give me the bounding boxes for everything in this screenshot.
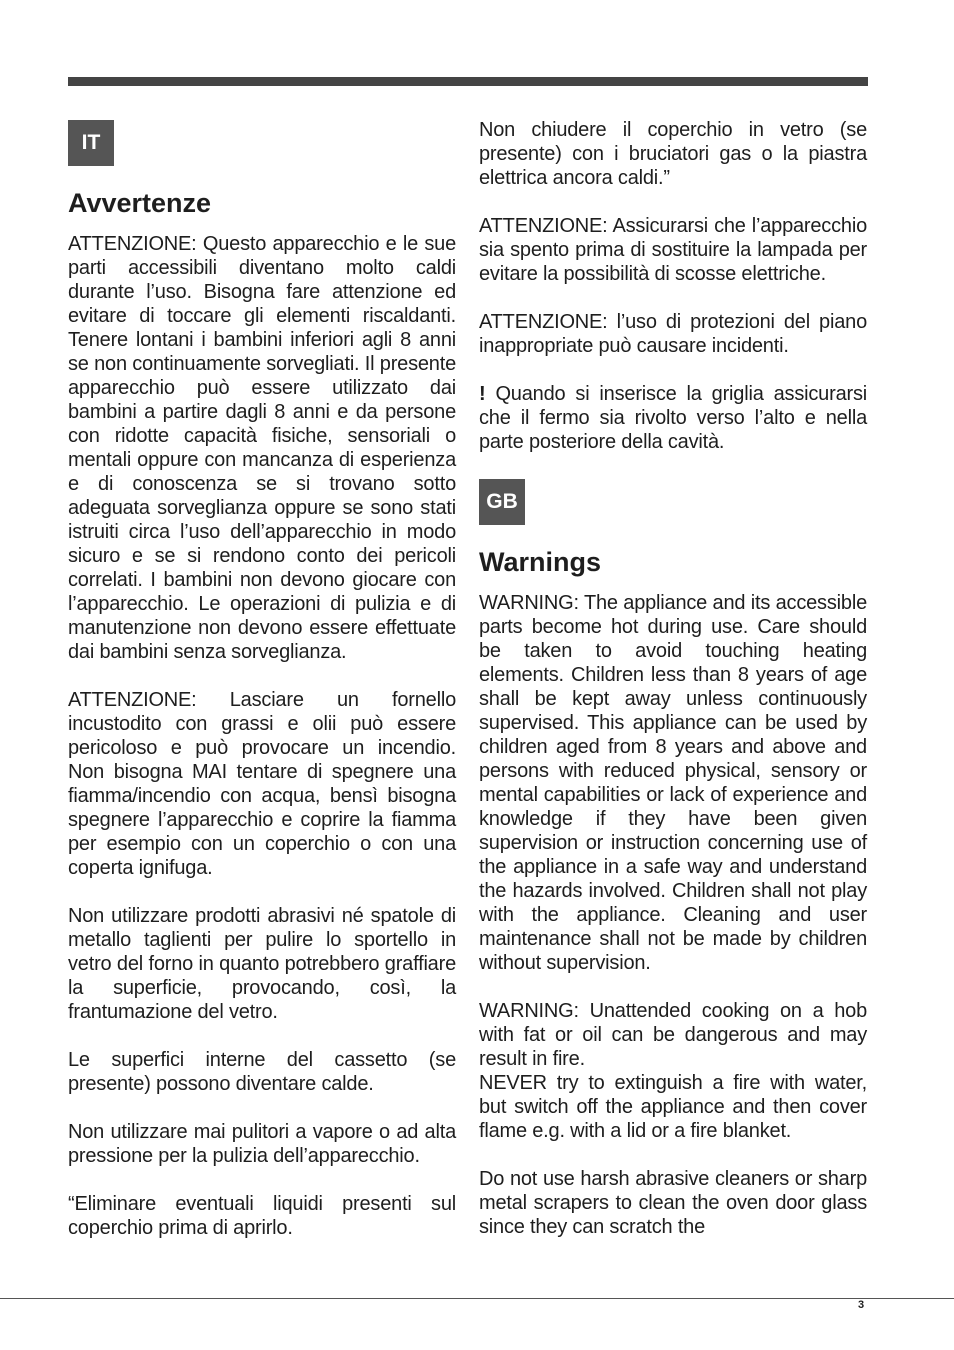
it-warning-hot-parts: ATTENZIONE: Questo apparecchio e le sue parti accessibili diventano molto caldi durante l’uso. Bisogna fare attenzione ed evitare di toccare gli elementi riscaldanti. Tenere lontani i bambini inferiori agli 8 anni se non continuamente sorvegliati. Il presente apparecchio può essere utilizzato dai bambini a partire dagli 8 anni e da persone con ridotte capacità fisiche, sensoriali o mentali oppure con mancanza di esperienza e di conoscenza se si trovano sotto adeguata sorveglianza oppure se sono stati istruiti circa l’uso dell’apparecchio in modo sicuro e se si rendono conto dei pericoli correlati. I bambini non devono giocare con l’apparecchio. Le operazioni di pulizia e di manutenzione non devono essere effettuate dai bambini senza sorveglianza. <box>68 233 456 663</box>
it-warning-abrasives: Non utilizzare prodotti abrasivi né spatole di metallo taglienti per pulire lo sportello in vetro del forno in quanto potrebbero graffiare la superficie, provocando, così, la frantumazione del vetro. <box>68 905 456 1023</box>
section-heading-gb: Warnings <box>479 547 602 577</box>
language-badge-it: IT <box>68 120 114 166</box>
bottom-rule <box>0 1298 954 1299</box>
gb-warning-hot-parts: WARNING: The appliance and its accessible parts become hot during use. Care should be taken to avoid touching heating elements. Children less than 8 years of age shall be kept away unless continuously supervised. This appliance can be used by children aged from 8 years and above and persons with reduced physical, sensory or mental capabilities or lack of experience and knowledge if they have been given supervision or instruction concerning use of the appliance in a safe way and understand the hazards involved. Children shall not play with the appliance. Cleaning and user maintenance shall not be made by children without supervision. <box>479 592 867 974</box>
language-badge-gb: GB <box>479 479 525 525</box>
it-warning-unattended-hob: ATTENZIONE: Lasciare un fornello incustodito con grassi e olii può essere pericoloso e può provocare un incendio. Non bisogna MAI tentare di spegnere una fiamma/incendio con acqua, bensì bisogna spegnere l’apparecchio e coprire la fiamma per esempio con un coperchio o con una coperta ignifuga. <box>68 689 456 879</box>
gb-warning-never-water: NEVER try to extinguish a fire with water, but switch off the appliance and then cover flame e.g. with a lid or a fire blanket. <box>479 1072 867 1142</box>
gb-warning-unattended-hob: WARNING: Unattended cooking on a hob with fat or oil can be dangerous and may result in fire. <box>479 1000 867 1070</box>
exclamation-mark: ! <box>479 383 486 405</box>
it-warning-liquids: “Eliminare eventuali liquidi presenti sul coperchio prima di aprirlo. <box>68 1193 456 1239</box>
top-rule <box>68 77 868 86</box>
it-warning-glass-lid: Non chiudere il coperchio in vetro (se presente) con i bruciatori gas o la piastra elettrica ancora caldi.” <box>479 119 867 189</box>
gb-warning-abrasives: Do not use harsh abrasive cleaners or sharp metal scrapers to clean the oven door glass since they can scratch the <box>479 1168 867 1238</box>
it-warning-steam-cleaners: Non utilizzare mai pulitori a vapore o ad alta pressione per la pulizia dell’apparecchio. <box>68 1121 456 1167</box>
section-heading-it: Avvertenze <box>68 188 212 218</box>
left-column <box>68 120 456 1240</box>
right-column <box>479 118 867 1239</box>
page-number: 3 <box>858 1299 865 1311</box>
it-note-grill <box>479 382 867 454</box>
it-warning-drawer: Le superfici interne del cassetto (se presente) possono diventare calde. <box>68 1049 456 1095</box>
it-warning-hob-protection: ATTENZIONE: l’uso di protezioni del piano inappropriate può causare incidenti. <box>479 311 867 357</box>
it-warning-lamp: ATTENZIONE: Assicurarsi che l’apparecchio sia spento prima di sostituire la lampada per evitare la possibilità di scosse elettriche. <box>479 215 867 285</box>
it-note-grill-text: Quando si inserisce la griglia assicurarsi che il fermo sia rivolto verso l’alto e nella parte posteriore della cavità. <box>479 383 867 453</box>
